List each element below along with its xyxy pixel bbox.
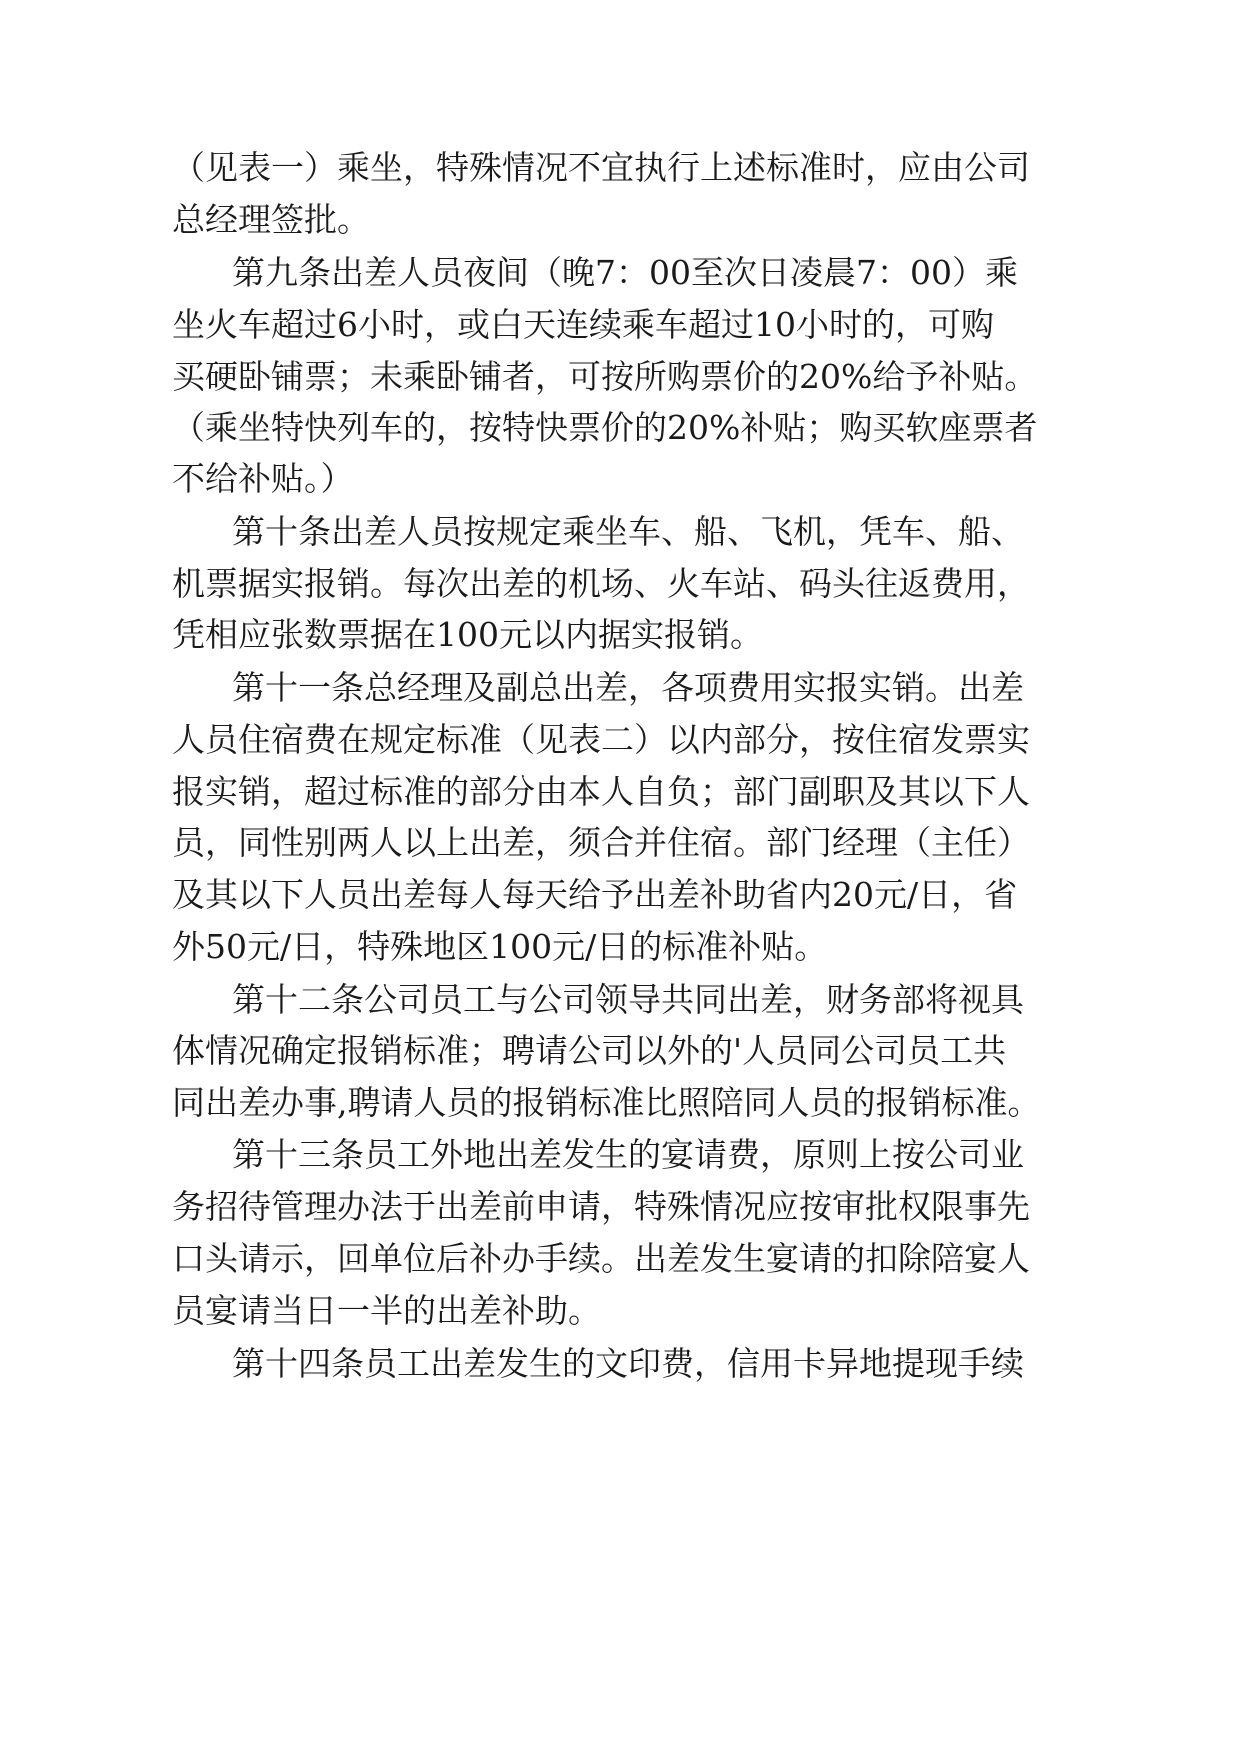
text-line: 机票据实报销。每次出差的机场、火车站、码头往返费用， xyxy=(172,564,1030,603)
text-line: 买硬卧铺票；未乘卧铺者，可按所购票价的20%给予补贴。 xyxy=(172,357,1038,396)
text-line: 外50元/日，特殊地区100元/日的标准补贴。 xyxy=(172,927,828,966)
text-line: 口头请示，回单位后补办手续。出差发生宴请的扣除陪宴人 xyxy=(172,1239,1030,1278)
text-line: 员宴请当日一半的出差补助。 xyxy=(172,1291,601,1330)
text-line: 第十四条员工出差发生的文印费，信用卡异地提现手续 xyxy=(232,1344,1024,1383)
text-line: 体情况确定报销标准；聘请公司以外的'人员同公司员工共 xyxy=(172,1031,1007,1070)
text-line: 报实销，超过标准的部分由本人自负；部门副职及其以下人 xyxy=(172,772,1030,811)
text-line: 员，同性别两人以上出差，须合并住宿。部门经理（主任） xyxy=(172,823,1030,862)
text-line: 第九条出差人员夜间（晚7：00至次日凌晨7：00）乘 xyxy=(232,253,1018,292)
text-line: 凭相应张数票据在100元以内据实报销。 xyxy=(172,615,763,654)
text-line: （见表一）乘坐，特殊情况不宜执行上述标准时，应由公司 xyxy=(172,148,1030,187)
text-line: 及其以下人员出差每人每天给予出差补助省内20元/日，省 xyxy=(172,875,1018,914)
text-line: 务招待管理办法于出差前申请，特殊情况应按审批权限事先 xyxy=(172,1187,1030,1226)
text-line: 不给补贴。） xyxy=(172,459,354,498)
text-line: 同出差办事,聘请人员的报销标准比照陪同人员的报销标准。 xyxy=(172,1083,1041,1122)
text-line: 第十二条公司员工与公司领导共同出差，财务部将视具 xyxy=(232,980,1024,1019)
text-line: 人员住宿费在规定标准（见表二）以内部分，按住宿发票实 xyxy=(172,720,1030,759)
text-line: 第十一条总经理及副总出差，各项费用实报实销。出差 xyxy=(232,668,1024,707)
text-line: 总经理签批。 xyxy=(172,200,370,239)
text-line: 坐火车超过6小时，或白天连续乘车超过10小时的，可购 xyxy=(172,305,994,344)
text-line: 第十条出差人员按规定乘坐车、船、飞机，凭车、船、 xyxy=(232,512,1024,551)
text-line: （乘坐特快列车的，按特快票价的20%补贴；购买软座票者 xyxy=(172,408,1038,447)
text-line: 第十三条员工外地出差发生的宴请费，原则上按公司业 xyxy=(232,1135,1024,1174)
